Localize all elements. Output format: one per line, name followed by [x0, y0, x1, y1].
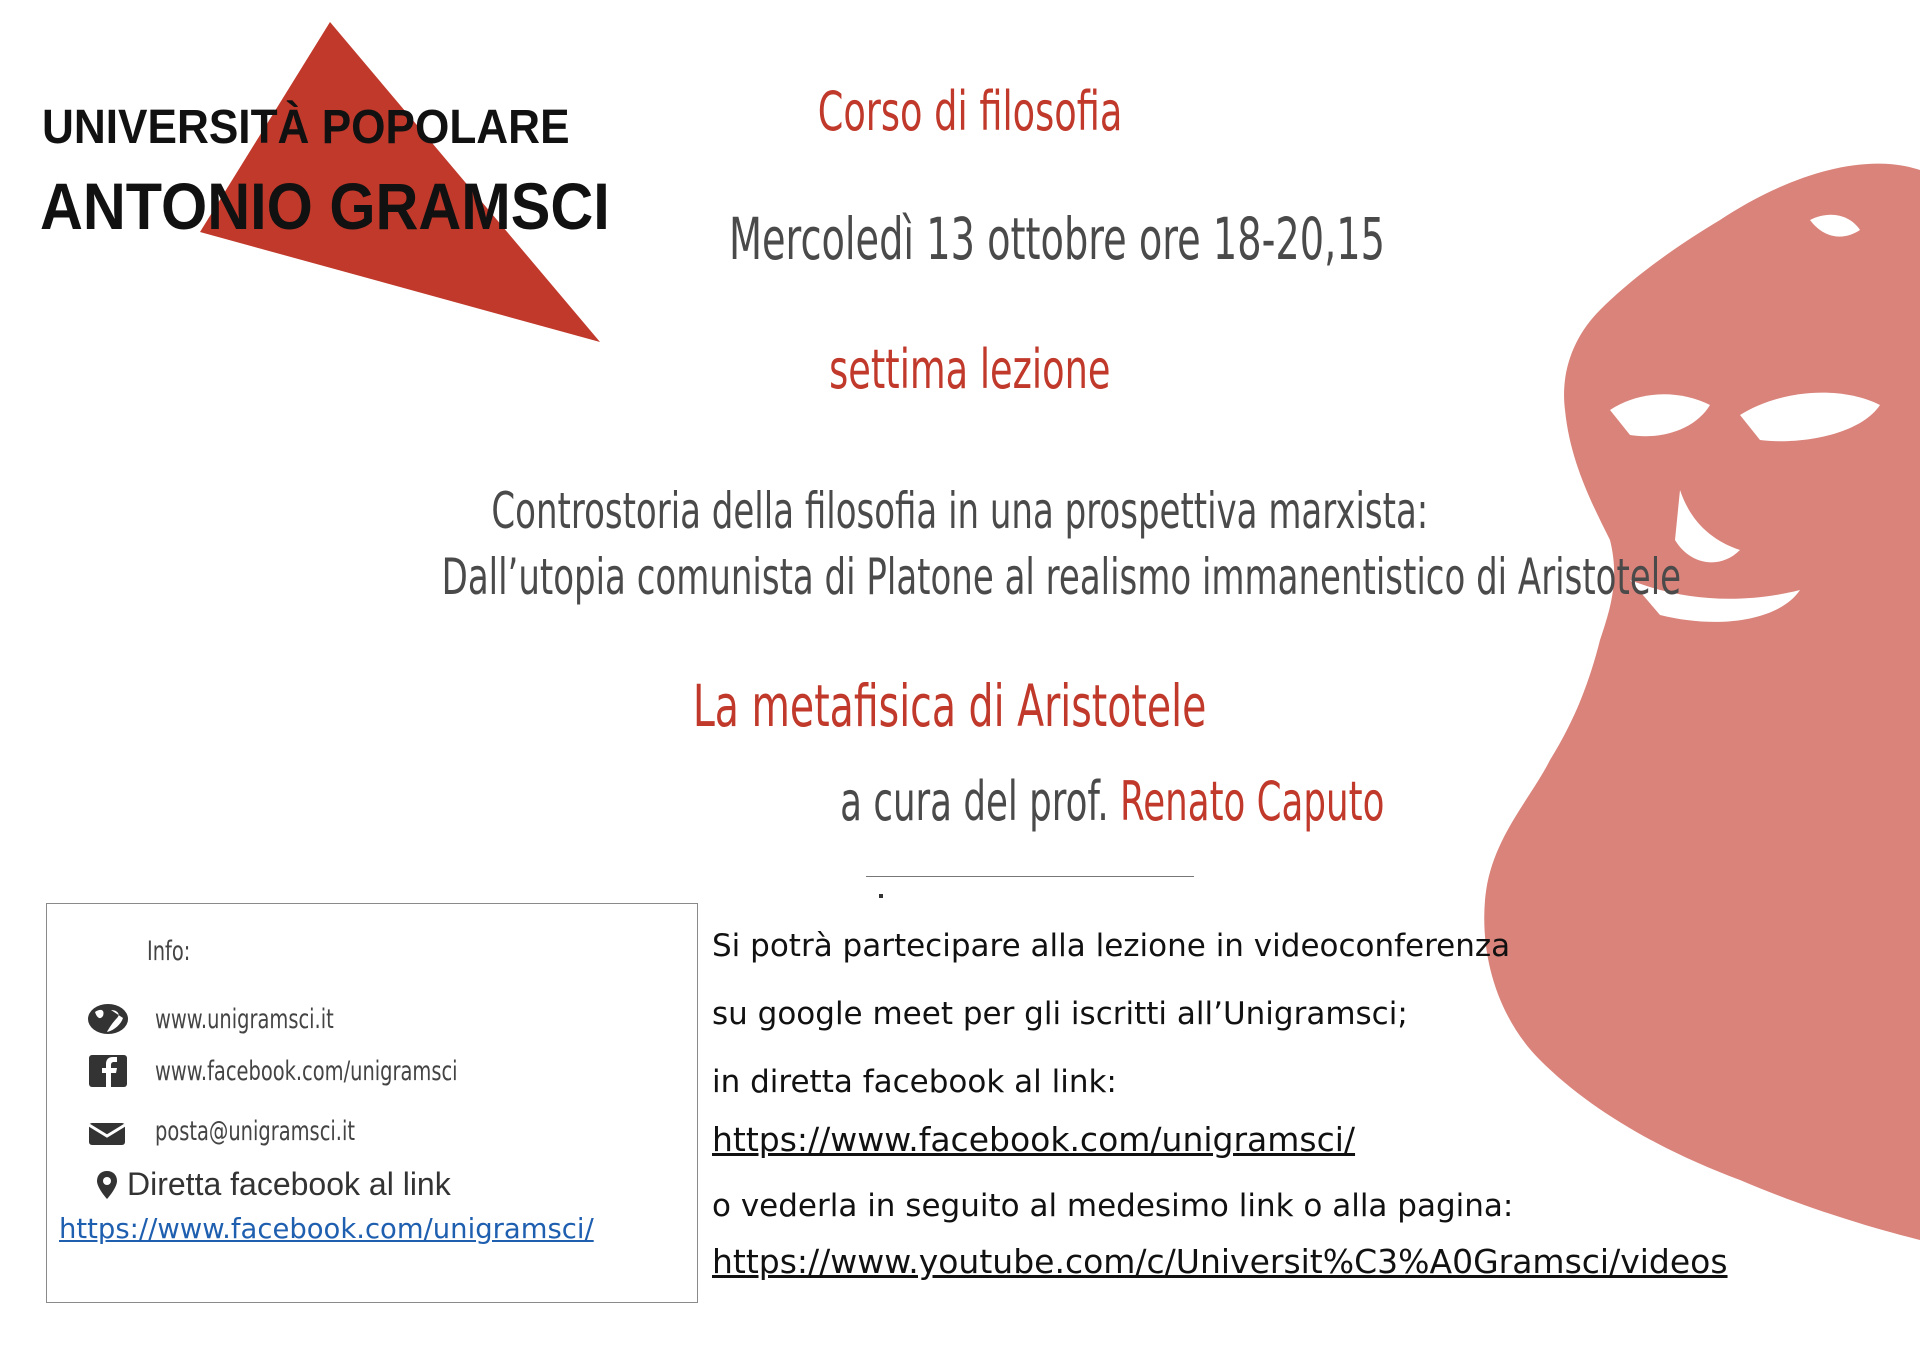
info-facebook-row — [87, 1054, 575, 1088]
event-date: Mercoledì 13 ottobre ore 18-20,15 — [728, 205, 1386, 273]
details-line-1: Si potrà partecipare alla lezione in videoconferenza — [712, 928, 1511, 964]
globe-icon — [87, 1002, 129, 1036]
location-pin-icon — [95, 1170, 119, 1200]
details-line-4: o vederla in seguito al medesimo link o alla pagina: — [712, 1188, 1514, 1224]
details-line-3: in diretta facebook al link: — [712, 1064, 1117, 1100]
info-facebook-link[interactable]: https://www.facebook.com/unigramsci/ — [59, 1212, 594, 1245]
info-live-label: Diretta facebook al link — [127, 1166, 451, 1202]
topic-line-1: Controstoria della filosofia in una prospettiva marxista: — [491, 482, 1429, 540]
logo-line-1: UNIVERSITÀ POPOLARE — [42, 101, 570, 154]
info-heading: Info: — [147, 936, 191, 967]
topic-line-2: Dall’utopia comunista di Platone al realismo immanentistico di Aristotele — [441, 548, 1682, 606]
details-youtube-link[interactable]: https://www.youtube.com/c/Universit%C3%A0Gramsci/videos — [712, 1242, 1728, 1281]
curator-prefix: a cura del prof. — [840, 770, 1121, 833]
lesson-number: settima lezione — [829, 338, 1111, 401]
info-email[interactable]: posta@unigramsci.it — [155, 1116, 355, 1147]
logo-line-2: ANTONIO GRAMSCI — [40, 169, 610, 243]
facebook-icon — [87, 1054, 129, 1088]
info-facebook[interactable]: www.facebook.com/unigramsci — [155, 1055, 458, 1087]
divider — [866, 876, 1194, 877]
info-live-row — [95, 1166, 451, 1203]
envelope-icon — [87, 1117, 129, 1147]
info-website[interactable]: www.unigramsci.it — [155, 1003, 334, 1035]
details-line-2: su google meet per gli iscritti all’Unigramsci; — [712, 996, 1408, 1032]
lesson-subtitle: La metafisica di Aristotele — [693, 672, 1207, 740]
info-link-row — [59, 1212, 605, 1245]
curator-wrap — [840, 770, 1384, 833]
gramsci-portrait — [1480, 160, 1920, 1240]
details-facebook-link[interactable]: https://www.facebook.com/unigramsci/ — [712, 1120, 1356, 1159]
curator — [700, 770, 1480, 833]
curator-name: Renato Caputo — [1120, 770, 1385, 833]
info-email-row — [87, 1116, 433, 1147]
info-box — [46, 903, 698, 1303]
info-heading-row — [147, 936, 207, 967]
course-title: Corso di filosofia — [817, 80, 1123, 143]
divider-dot — [879, 894, 883, 898]
info-website-row — [87, 1002, 403, 1036]
